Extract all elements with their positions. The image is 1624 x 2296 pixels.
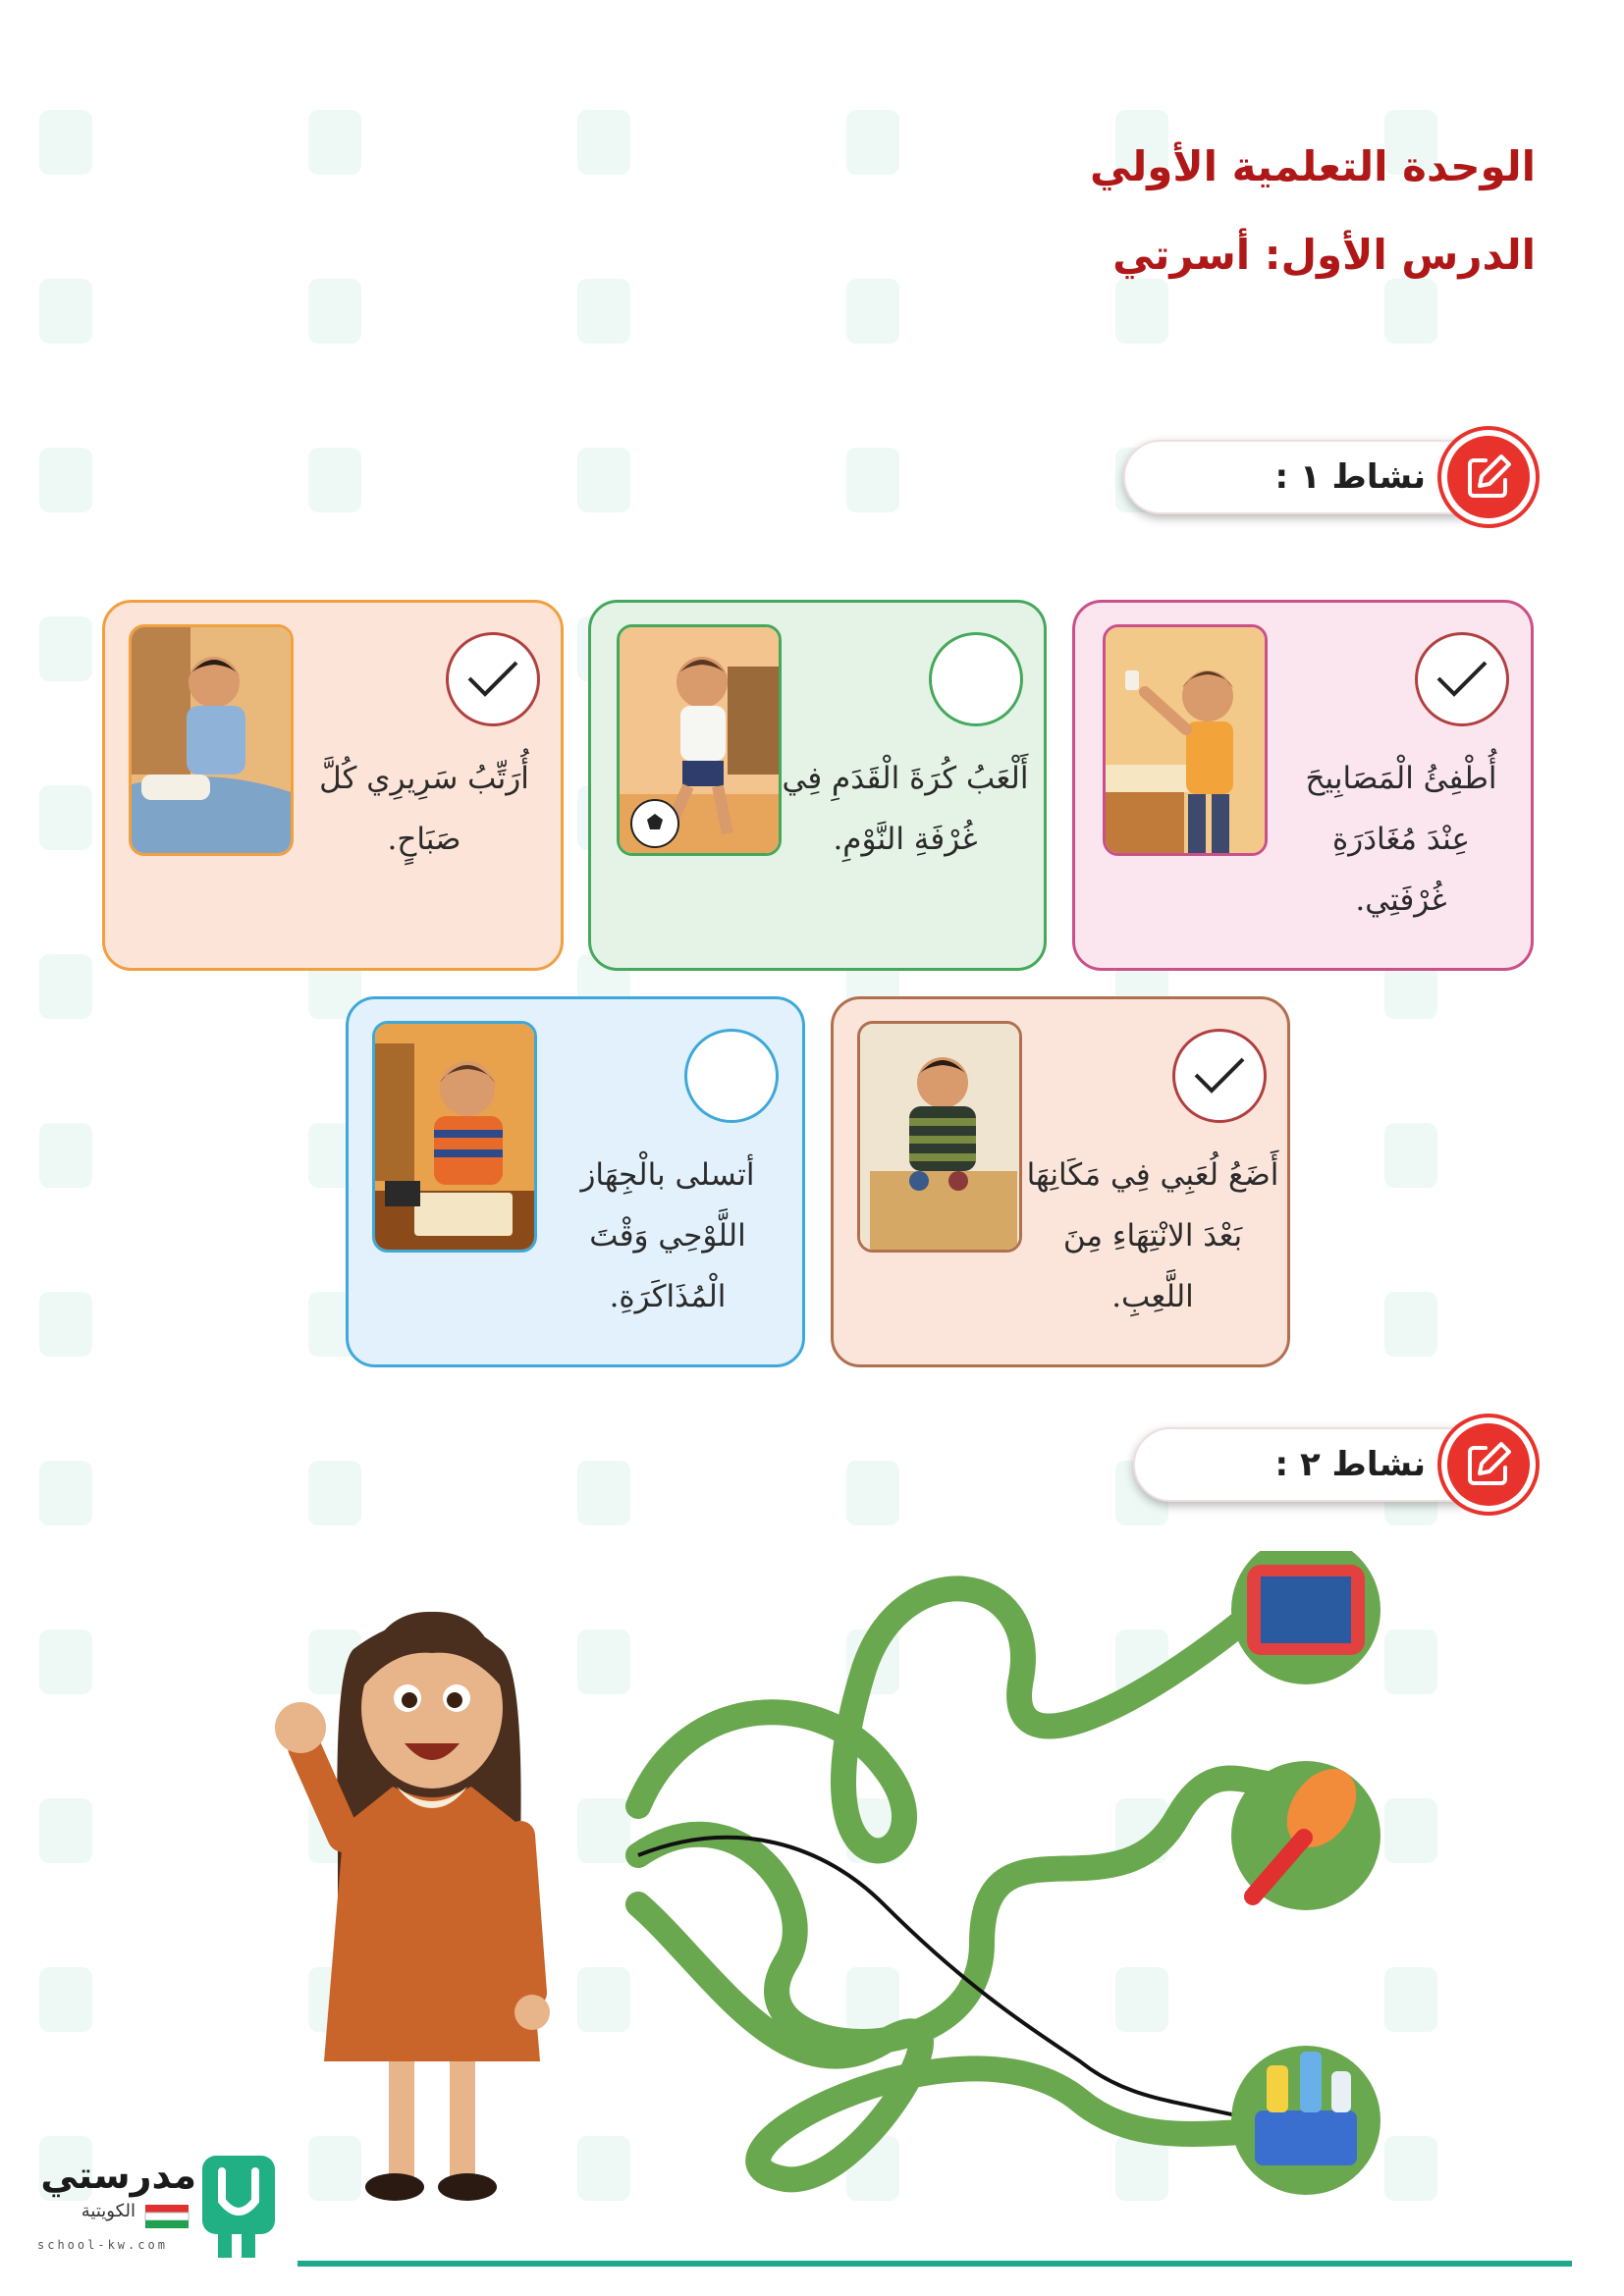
card-4-text: أَضَعُ لُعَبِي فِي مَكَانِهَا بَعْدَ الانْتِهَاءِ مِنَ اللَّعِبِ. bbox=[1026, 1157, 1279, 1314]
boy-putting-toys-image bbox=[857, 1021, 1022, 1253]
watermark-tile bbox=[308, 2283, 456, 2296]
watermark-logo-icon bbox=[846, 448, 899, 512]
watermark-tile bbox=[1384, 2283, 1532, 2296]
watermark-logo-icon bbox=[39, 616, 92, 681]
watermark-tile bbox=[308, 426, 456, 534]
card-3-text: أُرَتِّبُ سَرِيرِي كُلَّ صَبَاحٍ. bbox=[319, 761, 529, 857]
card-2-text: أَلْعَبُ كُرَةَ الْقَدَمِ فِي غُرْفَةِ النَّوْمِ. bbox=[782, 761, 1029, 857]
cleaning-basket-icon[interactable] bbox=[1231, 2046, 1380, 2195]
unit-title: الوحدة التعلمية الأولي bbox=[1089, 142, 1536, 190]
watermark-tile bbox=[39, 1270, 187, 1378]
watermark-logo-icon bbox=[846, 110, 899, 175]
activity-card-1 bbox=[1072, 600, 1534, 971]
watermark-logo-icon bbox=[577, 110, 630, 175]
watermark-logo-icon bbox=[308, 279, 361, 344]
activity-card-5 bbox=[346, 996, 805, 1367]
maze-paths bbox=[638, 1588, 1296, 2179]
empty-circle-2[interactable] bbox=[929, 632, 1023, 726]
watermark-tile bbox=[577, 88, 725, 196]
lesson-title: الدرس الأول: أسرتي bbox=[1112, 231, 1536, 279]
pencil-edit-icon bbox=[1441, 430, 1536, 524]
footer-line bbox=[298, 2261, 1572, 2267]
watermark-tile bbox=[39, 426, 187, 534]
logo-sub: الكويتية bbox=[81, 2201, 135, 2221]
watermark-tile bbox=[39, 1946, 187, 2054]
logo-url: school-kw.com bbox=[37, 2238, 168, 2252]
empty-circle-5[interactable] bbox=[684, 1029, 779, 1123]
watermark-logo-icon bbox=[577, 1461, 630, 1525]
footer-logo bbox=[29, 2132, 285, 2279]
activity-2-label: نشاط ٢ : bbox=[1274, 1445, 1426, 1484]
watermark-tile bbox=[39, 257, 187, 365]
checkmark-circle-3[interactable] bbox=[446, 632, 540, 726]
watermark-tile bbox=[39, 88, 187, 196]
activity-card-4 bbox=[831, 996, 1290, 1367]
checkmark-circle-4[interactable] bbox=[1172, 1029, 1267, 1123]
boy-using-tablet-image bbox=[372, 1021, 537, 1253]
watermark-logo-icon bbox=[39, 785, 92, 850]
watermark-logo-icon bbox=[39, 1292, 92, 1357]
watermark-tile bbox=[577, 1439, 725, 1547]
checkmark-circle-1[interactable] bbox=[1415, 632, 1509, 726]
watermark-tile bbox=[39, 1101, 187, 1209]
watermark-tile bbox=[39, 1777, 187, 1885]
watermark-logo-icon bbox=[308, 448, 361, 512]
watermark-logo-icon bbox=[39, 954, 92, 1019]
watermark-tile bbox=[308, 88, 456, 196]
watermark-tile bbox=[1384, 1101, 1532, 1209]
girl-waving-illustration bbox=[275, 1612, 550, 2201]
watermark-logo-icon bbox=[1384, 279, 1437, 344]
activity-2-heading bbox=[1133, 1417, 1536, 1512]
boy-playing-football-image bbox=[617, 624, 782, 856]
watermark-tile bbox=[1115, 2283, 1263, 2296]
watermark-tile bbox=[577, 426, 725, 534]
activity-card-3 bbox=[102, 600, 564, 971]
card-1-text: أُطْفِئُ الْمَصَابِيحَ عِنْدَ مُغَادَرَةِ غُرْفَتِي. bbox=[1305, 761, 1497, 918]
watermark-tile bbox=[577, 257, 725, 365]
watermark-logo-icon bbox=[846, 1461, 899, 1525]
watermark-tile bbox=[1384, 1270, 1532, 1378]
watermark-logo-icon bbox=[39, 110, 92, 175]
watermark-logo-icon bbox=[308, 110, 361, 175]
watermark-logo-icon bbox=[577, 448, 630, 512]
watermark-logo-icon bbox=[39, 1629, 92, 1694]
boy-making-bed-image bbox=[129, 624, 294, 856]
watermark-logo-icon bbox=[1115, 279, 1168, 344]
watermark-logo-icon bbox=[39, 279, 92, 344]
card-5-text: أتسلى بالْجِهَاز اللَّوْحِي وَقْتَ الْمُذَاكَرَةِ. bbox=[580, 1157, 755, 1314]
watermark-logo-icon bbox=[1384, 1292, 1437, 1357]
logo-name: مدرستي bbox=[40, 2154, 196, 2197]
activity-1-pill bbox=[1123, 440, 1496, 514]
watermark-tile bbox=[308, 1439, 456, 1547]
watermark-tile bbox=[39, 2283, 187, 2296]
maze-illustration bbox=[275, 1551, 1492, 2277]
watermark-logo-icon bbox=[846, 279, 899, 344]
watermark-tile bbox=[846, 2283, 994, 2296]
watermark-tile bbox=[308, 257, 456, 365]
watermark-tile bbox=[846, 257, 994, 365]
watermark-logo-icon bbox=[577, 279, 630, 344]
watermark-tile bbox=[39, 1439, 187, 1547]
watermark-tile bbox=[39, 1608, 187, 1716]
watermark-tile bbox=[846, 426, 994, 534]
watermark-logo-icon bbox=[1384, 1123, 1437, 1188]
activity-1-label: نشاط ١ : bbox=[1274, 457, 1426, 497]
watermark-logo-icon bbox=[308, 1461, 361, 1525]
watermark-logo-icon bbox=[39, 1123, 92, 1188]
watermark-tile bbox=[846, 1439, 994, 1547]
watermark-logo-icon bbox=[39, 1461, 92, 1525]
tablet-icon[interactable] bbox=[1231, 1551, 1380, 1684]
activity-1-heading bbox=[1133, 430, 1536, 524]
headings bbox=[1090, 137, 1536, 285]
watermark-tile bbox=[577, 2283, 725, 2296]
pencil-edit-icon bbox=[1441, 1417, 1536, 1512]
boy-turning-off-light-image bbox=[1103, 624, 1268, 856]
activity-card-2 bbox=[588, 600, 1047, 971]
watermark-logo-icon bbox=[39, 1798, 92, 1863]
watermark-logo-icon bbox=[39, 448, 92, 512]
watermark-tile bbox=[846, 88, 994, 196]
watermark-logo-icon bbox=[39, 1967, 92, 2032]
